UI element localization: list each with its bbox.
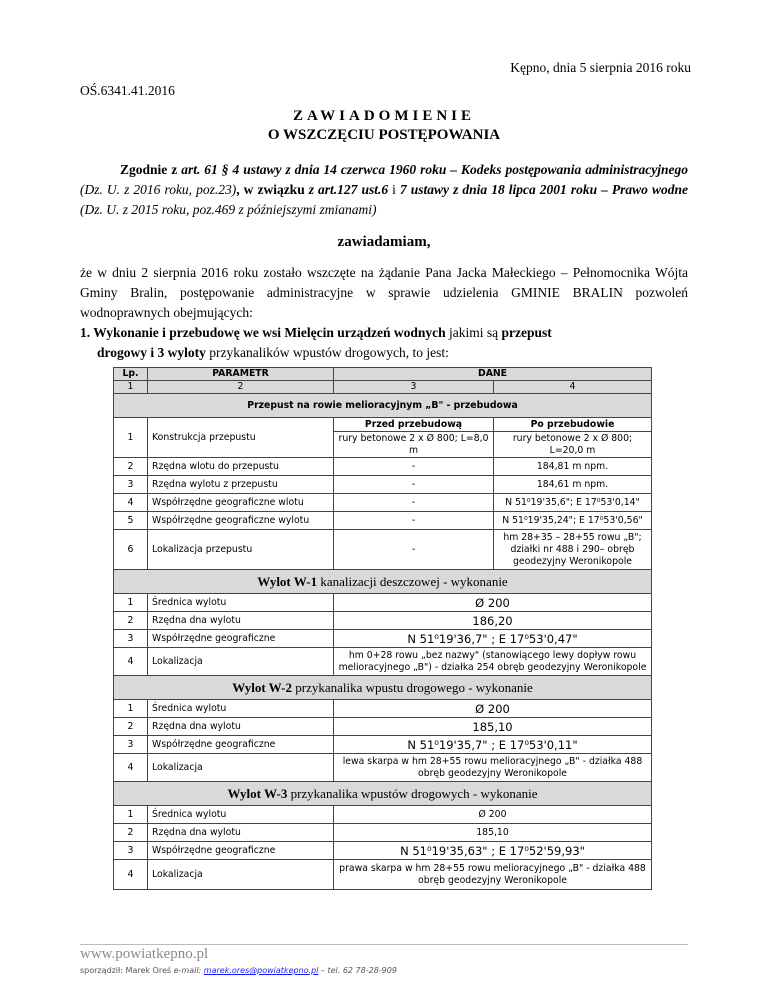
water-law-journal: (Dz. U. z 2015 roku, poz.469 z późniejszymi zmianami) xyxy=(80,202,377,217)
cell-after: rury betonowe 2 x Ø 800; L=20,0 m xyxy=(494,432,652,458)
legal-basis-paragraph xyxy=(80,160,688,220)
cell-before: - xyxy=(334,458,494,476)
header-dane: DANE xyxy=(334,368,652,381)
kpa-journal: (Dz. U. z 2016 roku, poz.23) xyxy=(80,182,237,197)
col-num-2: 2 xyxy=(148,381,334,394)
section-w1 xyxy=(114,570,652,594)
place-date: Kępno, dnia 5 sierpnia 2016 roku xyxy=(510,60,691,75)
cell-lp: 4 xyxy=(114,754,148,782)
w1-title-bold: Wylot W-1 xyxy=(257,573,318,589)
cell-lp: 6 xyxy=(114,530,148,570)
cell-param: Współrzędne geograficzne wylotu xyxy=(148,512,334,530)
cell-after: 184,61 m npm. xyxy=(494,476,652,494)
kpa-reference: art. 61 § 4 ustawy z dnia 14 czerwca 1960 roku – Kodeks postępowania administracyjnego xyxy=(181,162,688,177)
section-w2 xyxy=(114,676,652,700)
table-row xyxy=(114,754,652,782)
cell-before: - xyxy=(334,494,494,512)
cell-param: Współrzędne geograficzne xyxy=(148,736,334,754)
cell-lp: 1 xyxy=(114,594,148,612)
table-row xyxy=(114,824,652,842)
w1-title-rest: kanalizacji deszczowej - wykonanie xyxy=(317,573,508,589)
legal-basis-intro: Zgodnie z xyxy=(120,162,182,177)
table-row xyxy=(114,700,652,718)
cell-lp: 4 xyxy=(114,860,148,890)
document-subtitle: O WSZCZĘCIU POSTĘPOWANIA xyxy=(267,127,501,143)
cell-lp: 3 xyxy=(114,476,148,494)
cell-before: - xyxy=(334,476,494,494)
cell-value: N 51⁰19'35,63" ; E 17⁰52'59,93" xyxy=(334,842,652,860)
section-w1-title xyxy=(114,570,652,594)
document-title: ZAWIADOMIENIE xyxy=(292,108,476,124)
col-num-4: 4 xyxy=(494,381,652,394)
water-law-reference: 7 ustawy z dnia 18 lipca 2001 roku – Prawo wodne xyxy=(399,182,688,197)
table-row xyxy=(114,594,652,612)
point-1-lead: 1. Wykonanie i przebudowę we wsi Mielęcin urządzeń wodnych xyxy=(80,325,446,340)
section-culvert-title: Przepust na rowie melioracyjnym „B" - przebudowa xyxy=(114,394,652,418)
cell-lp: 3 xyxy=(114,842,148,860)
connection-text: , w związku xyxy=(236,182,309,197)
section-culvert xyxy=(114,394,652,418)
cell-value: Ø 200 xyxy=(334,700,652,718)
cell-before: rury betonowe 2 x Ø 800; L=8,0 m xyxy=(334,432,494,458)
before-label: Przed przebudową xyxy=(334,418,494,432)
cell-param: Współrzędne geograficzne xyxy=(148,630,334,648)
col-num-1: 1 xyxy=(114,381,148,394)
cell-param: Lokalizacja xyxy=(148,754,334,782)
w2-title-rest: przykanalika wpustu drogowego - wykonanie xyxy=(292,679,533,695)
table-row xyxy=(114,612,652,630)
table-row xyxy=(114,476,652,494)
footer-email-link[interactable]: marek.ores@powiatkepno.pl xyxy=(203,966,319,975)
cell-value: lewa skarpa w hm 28+55 rowu melioracyjnego „B" - działka 488 obręb geodezyjny Weronikopole xyxy=(334,754,652,782)
cell-after: hm 28+35 – 28+55 rowu „B"; działki nr 488 i 290– obręb geodezyjny Weronikopole xyxy=(494,530,652,570)
w3-title-bold: Wylot W-3 xyxy=(227,785,288,801)
cell-value: Ø 200 xyxy=(334,806,652,824)
point-1 xyxy=(80,323,688,363)
table-row xyxy=(114,418,652,432)
cell-before: - xyxy=(334,530,494,570)
table-row xyxy=(114,736,652,754)
cell-after: 184,81 m npm. xyxy=(494,458,652,476)
cell-param: Rzędna dna wylotu xyxy=(148,612,334,630)
cell-param: Konstrukcja przepustu xyxy=(148,418,334,458)
cell-after: N 51⁰19'35,24"; E 17⁰53'0,56" xyxy=(494,512,652,530)
table-row xyxy=(114,494,652,512)
cell-lp: 2 xyxy=(114,824,148,842)
w3-title-rest: przykanalika wpustów drogowych - wykonanie xyxy=(287,785,538,801)
cell-lp: 4 xyxy=(114,648,148,676)
footer-prepared-by: sporządził: Marek Oreś xyxy=(80,966,174,975)
cell-value: prawa skarpa w hm 28+55 rowu melioracyjnego „B" - działka 488 obręb geodezyjny Weronikopole xyxy=(334,860,652,890)
cell-param: Średnica wylotu xyxy=(148,594,334,612)
footer-email-label: e-mail: xyxy=(173,966,204,975)
cell-lp: 1 xyxy=(114,418,148,458)
cell-param: Współrzędne geograficzne xyxy=(148,842,334,860)
cell-value: 185,10 xyxy=(334,718,652,736)
cell-value: N 51⁰19'35,7" ; E 17⁰53'0,11" xyxy=(334,736,652,754)
cell-param: Rzędna wlotu do przepustu xyxy=(148,458,334,476)
footer-phone: – tel. 62 78-28-909 xyxy=(318,966,397,975)
header-lp: Lp. xyxy=(114,368,148,381)
table-row xyxy=(114,806,652,824)
cell-param: Średnica wylotu xyxy=(148,806,334,824)
cell-value: 185,10 xyxy=(334,824,652,842)
cell-lp: 1 xyxy=(114,806,148,824)
cell-value: 186,20 xyxy=(334,612,652,630)
cell-lp: 3 xyxy=(114,630,148,648)
footer-contact xyxy=(80,966,397,975)
footer-website: www.powiatkepno.pl xyxy=(80,946,209,962)
section-w2-title xyxy=(114,676,652,700)
cell-param: Lokalizacja xyxy=(148,860,334,890)
cell-param: Rzędna dna wylotu xyxy=(148,718,334,736)
table-row xyxy=(114,458,652,476)
cell-lp: 1 xyxy=(114,700,148,718)
cell-lp: 4 xyxy=(114,494,148,512)
w2-title-bold: Wylot W-2 xyxy=(232,679,293,695)
table-row xyxy=(114,512,652,530)
notice-heading: zawiadamiam, xyxy=(337,234,431,250)
table-row xyxy=(114,718,652,736)
cell-lp: 2 xyxy=(114,458,148,476)
conjunction: i xyxy=(388,182,400,197)
point-1-items: drogowy i 3 wyloty xyxy=(97,345,206,360)
table-row xyxy=(114,842,652,860)
table-number-row xyxy=(114,381,652,394)
cell-param: Lokalizacja xyxy=(148,648,334,676)
table-row xyxy=(114,648,652,676)
header-param: PARAMETR xyxy=(148,368,334,381)
water-law-article: z art.127 ust.6 xyxy=(308,182,389,197)
footer-divider xyxy=(80,944,688,945)
cell-param: Rzędna dna wylotu xyxy=(148,824,334,842)
cell-lp: 5 xyxy=(114,512,148,530)
cell-after: N 51⁰19'35,6"; E 17⁰53'0,14" xyxy=(494,494,652,512)
table-row xyxy=(114,860,652,890)
after-label: Po przebudowie xyxy=(494,418,652,432)
cell-value: Ø 200 xyxy=(334,594,652,612)
cell-param: Średnica wylotu xyxy=(148,700,334,718)
cell-value: hm 0+28 rowu „bez nazwy" (stanowiącego lewy dopływ rowu melioracyjnego „B") - działka 254 obręb geodezyjny Weronikopole xyxy=(334,648,652,676)
col-num-3: 3 xyxy=(334,381,494,394)
cell-lp: 2 xyxy=(114,718,148,736)
case-reference: OŚ.6341.41.2016 xyxy=(80,83,175,98)
cell-value: N 51⁰19'36,7" ; E 17⁰53'0,47" xyxy=(334,630,652,648)
cell-param: Współrzędne geograficzne wlotu xyxy=(148,494,334,512)
cell-lp: 3 xyxy=(114,736,148,754)
table-header-row xyxy=(114,368,652,381)
notice-body: że w dniu 2 sierpnia 2016 roku zostało wszczęte na żądanie Pana Jacka Małeckiego – Pełnomocnika Wójta Gminy Bralin, postępowanie administracyjne w sprawie udzielenia GMINIE BRALIN pozwoleń wodnoprawnych obejmujących: xyxy=(80,265,688,320)
section-w3-title xyxy=(114,782,652,806)
table-row xyxy=(114,530,652,570)
section-w3 xyxy=(114,782,652,806)
table-row xyxy=(114,630,652,648)
point-1-tail: przykanalików wpustów drogowych, to jest: xyxy=(205,345,449,360)
parameters-table xyxy=(113,367,652,890)
cell-param: Rzędna wylotu z przepustu xyxy=(148,476,334,494)
cell-before: - xyxy=(334,512,494,530)
cell-lp: 2 xyxy=(114,612,148,630)
point-1-culvert: przepust xyxy=(501,325,552,340)
point-1-mid: jakimi są xyxy=(445,325,502,340)
cell-param: Lokalizacja przepustu xyxy=(148,530,334,570)
